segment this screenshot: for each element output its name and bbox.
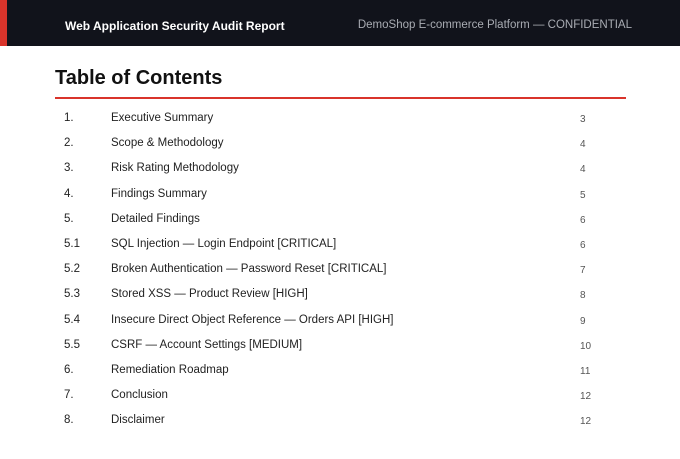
toc-entry-number: 6. (64, 363, 74, 376)
toc-entry-page: 8 (580, 290, 586, 302)
toc-entry[interactable] (0, 238, 680, 263)
toc-entry-number: 7. (64, 389, 74, 402)
toc-entry-number: 1. (64, 112, 74, 124)
toc-entry[interactable] (0, 213, 680, 238)
toc-entry-number: 5.2 (64, 263, 80, 276)
header-accent-bar (0, 0, 7, 46)
toc-entry-label[interactable]: Executive Summary (111, 112, 214, 124)
toc-entry-number: 2. (64, 137, 74, 150)
toc-entry-label[interactable]: Insecure Direct Object Reference — Orders API [HIGH] (111, 313, 394, 326)
toc-entry-label[interactable]: Broken Authentication — Password Reset [CRITICAL] (111, 263, 387, 276)
toc-entry[interactable] (0, 188, 680, 213)
toc-entry-page: 11 (580, 365, 591, 377)
toc-entry[interactable] (0, 263, 680, 288)
toc-entry-number: 5.5 (64, 338, 80, 351)
toc-entry-number: 8. (64, 414, 74, 427)
toc-entry-page: 6 (580, 239, 586, 251)
toc-entry-label[interactable]: CSRF — Account Settings [MEDIUM] (111, 338, 303, 351)
toc-entry[interactable] (0, 414, 680, 439)
toc-entry-page: 3 (580, 114, 586, 125)
report-title: Web Application Security Audit Report (65, 19, 285, 33)
toc-entry[interactable] (0, 288, 680, 313)
toc-entry[interactable] (0, 314, 680, 339)
toc-list (0, 112, 680, 439)
toc-entry[interactable] (0, 162, 680, 187)
toc-entry-label[interactable]: SQL Injection — Login Endpoint [CRITICAL] (111, 237, 337, 250)
toc-entry-label[interactable]: Detailed Findings (111, 212, 200, 225)
toc-entry[interactable] (0, 364, 680, 389)
toc-entry-page: 10 (580, 340, 592, 352)
title-divider (55, 97, 626, 99)
toc-entry-label[interactable]: Scope & Methodology (111, 137, 224, 150)
toc-entry-label[interactable]: Risk Rating Methodology (111, 162, 239, 175)
toc-entry-page: 6 (580, 214, 586, 226)
toc-entry-label[interactable]: Stored XSS — Product Review [HIGH] (111, 288, 308, 301)
toc-entry-page: 5 (580, 189, 586, 201)
toc-entry-label[interactable]: Remediation Roadmap (111, 363, 229, 376)
report-subtitle: DemoShop E-commerce Platform — CONFIDENTIAL (357, 19, 632, 31)
toc-entry-page: 4 (580, 164, 586, 176)
toc-entry-number: 4. (64, 187, 74, 200)
toc-entry[interactable] (0, 137, 680, 162)
toc-entry-page: 9 (580, 315, 586, 327)
toc-entry-number: 5.1 (64, 237, 80, 250)
toc-entry[interactable] (0, 389, 680, 414)
report-header (0, 0, 680, 46)
toc-entry-number: 5. (64, 212, 74, 225)
toc-entry-label[interactable]: Disclaimer (111, 414, 165, 427)
toc-entry[interactable] (0, 339, 680, 364)
toc-entry-number: 5.4 (64, 313, 80, 326)
toc-entry-number: 3. (64, 162, 74, 175)
toc-entry-page: 12 (580, 391, 592, 403)
toc-entry-page: 12 (580, 416, 592, 428)
toc-entry[interactable] (0, 112, 680, 137)
toc-entry-page: 4 (580, 139, 586, 151)
table-of-contents-title: Table of Contents (55, 67, 223, 89)
toc-entry-number: 5.3 (64, 288, 80, 301)
toc-entry-label[interactable]: Conclusion (111, 389, 168, 402)
toc-entry-page: 7 (580, 265, 586, 277)
toc-entry-label[interactable]: Findings Summary (111, 187, 207, 200)
